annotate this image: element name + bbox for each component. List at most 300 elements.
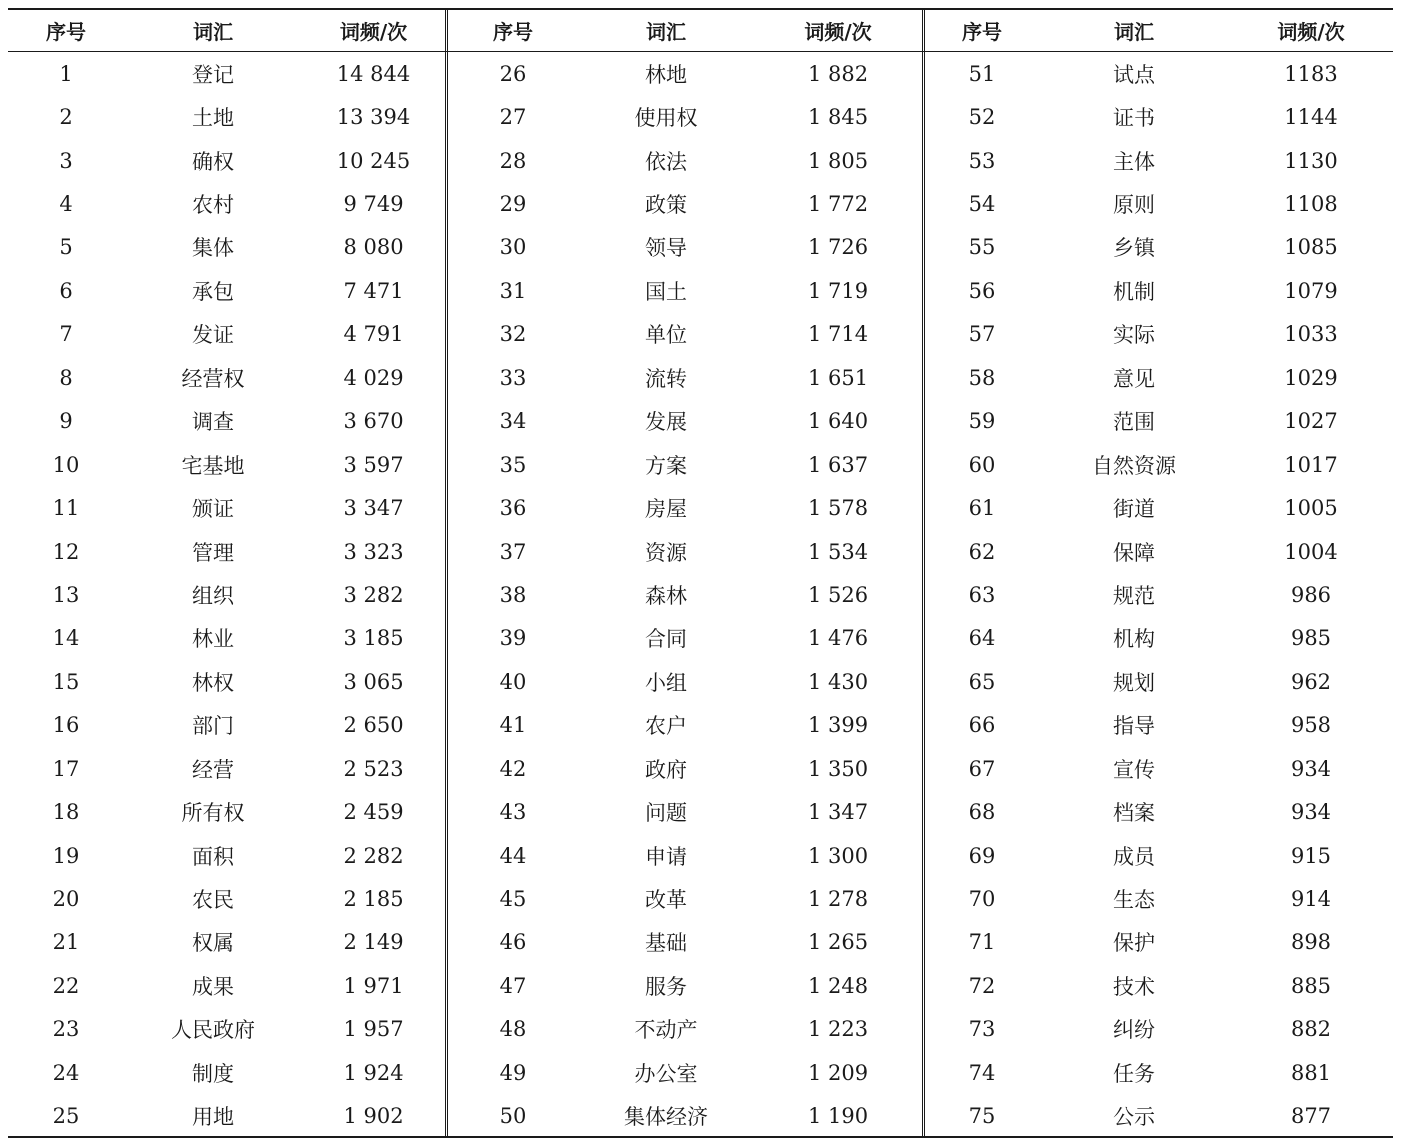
cell-freq: 1 637 <box>807 452 869 477</box>
cell-word: 方案 <box>645 453 687 478</box>
table-row <box>448 834 922 877</box>
cell-word: 用地 <box>192 1105 234 1130</box>
table-row <box>448 1008 922 1051</box>
header-word: 词汇 <box>646 20 686 44</box>
cell-freq: 14 844 <box>336 61 411 86</box>
cell-word: 集体 <box>192 236 234 261</box>
table-row <box>8 964 445 1007</box>
header-row <box>8 10 445 51</box>
table-row <box>448 660 922 703</box>
table-row <box>8 877 445 920</box>
cell-freq: 1 430 <box>807 669 869 694</box>
cell-no: 62 <box>968 539 996 564</box>
table-row <box>8 95 445 138</box>
cell-word: 小组 <box>645 670 687 695</box>
cell-word: 街道 <box>1113 497 1155 522</box>
cell-word: 证书 <box>1113 106 1155 131</box>
cell-freq: 2 459 <box>343 800 404 825</box>
table-row <box>925 400 1393 443</box>
cell-freq: 1 714 <box>807 322 869 347</box>
cell-freq: 1 248 <box>807 973 869 998</box>
table-row <box>448 790 922 833</box>
cell-word: 所有权 <box>181 801 245 826</box>
cell-word: 范围 <box>1113 410 1155 435</box>
cell-word: 使用权 <box>634 106 698 131</box>
cell-freq: 1 347 <box>807 800 869 825</box>
cell-word: 政策 <box>645 193 687 218</box>
table-row <box>448 921 922 964</box>
cell-word: 申请 <box>645 844 687 869</box>
table-row <box>448 530 922 573</box>
cell-freq: 3 282 <box>343 582 404 607</box>
cell-no: 3 <box>59 148 73 173</box>
table-row <box>448 617 922 660</box>
cell-no: 15 <box>52 669 80 694</box>
cell-word: 纠纷 <box>1113 1018 1155 1043</box>
cell-no: 56 <box>968 278 996 303</box>
table-row <box>8 313 445 356</box>
cell-word: 流转 <box>645 366 687 391</box>
cell-freq: 1 957 <box>343 1017 404 1042</box>
cell-word: 自然资源 <box>1092 453 1176 478</box>
table-row <box>8 52 445 95</box>
cell-word: 森林 <box>645 583 687 608</box>
table-row <box>8 139 445 182</box>
cell-word: 发证 <box>192 323 234 348</box>
header-no: 序号 <box>46 20 86 44</box>
cell-freq: 2 523 <box>343 756 404 781</box>
cell-freq: 1 640 <box>807 409 869 434</box>
cell-word: 乡镇 <box>1113 236 1155 261</box>
cell-freq: 7 471 <box>343 278 404 303</box>
cell-freq: 3 347 <box>343 496 404 521</box>
cell-word: 农户 <box>645 714 687 739</box>
header-row <box>925 10 1393 51</box>
cell-no: 69 <box>968 843 996 868</box>
cell-no: 16 <box>52 713 80 738</box>
cell-no: 5 <box>59 235 73 260</box>
table-row <box>8 1008 445 1051</box>
cell-freq: 2 282 <box>343 843 404 868</box>
cell-freq: 934 <box>1290 800 1332 825</box>
table-row <box>925 617 1393 660</box>
cell-freq: 915 <box>1290 843 1332 868</box>
table-row <box>448 443 922 486</box>
cell-no: 74 <box>968 1060 996 1085</box>
cell-freq: 4 791 <box>343 322 404 347</box>
cell-freq: 1027 <box>1284 409 1338 434</box>
cell-freq: 1005 <box>1284 496 1338 521</box>
table-row <box>925 95 1393 138</box>
cell-no: 58 <box>968 365 996 390</box>
table-body <box>925 52 1393 1138</box>
cell-word: 管理 <box>192 540 234 565</box>
table-row <box>925 269 1393 312</box>
cell-no: 19 <box>52 843 80 868</box>
table-row <box>448 877 922 920</box>
cell-freq: 1 223 <box>807 1017 869 1042</box>
cell-no: 28 <box>499 148 527 173</box>
header-word: 词汇 <box>1114 20 1154 44</box>
cell-word: 生态 <box>1113 888 1155 913</box>
cell-no: 60 <box>968 452 996 477</box>
cell-no: 31 <box>499 278 527 303</box>
cell-word: 成果 <box>192 974 234 999</box>
cell-freq: 1130 <box>1284 148 1338 173</box>
cell-freq: 9 749 <box>343 192 404 217</box>
cell-freq: 3 065 <box>343 669 404 694</box>
cell-word: 机制 <box>1113 279 1155 304</box>
cell-word: 成员 <box>1113 844 1155 869</box>
cell-freq: 13 394 <box>336 105 411 130</box>
cell-no: 33 <box>499 365 527 390</box>
table-body <box>448 52 922 1138</box>
table-row <box>8 356 445 399</box>
cell-no: 35 <box>499 452 527 477</box>
cell-word: 基础 <box>645 931 687 956</box>
table-row <box>8 660 445 703</box>
table-row <box>448 486 922 529</box>
cell-freq: 1 902 <box>343 1104 404 1129</box>
table-row <box>925 877 1393 920</box>
cell-freq: 1017 <box>1284 452 1338 477</box>
table-row <box>925 226 1393 269</box>
table-row <box>448 964 922 1007</box>
cell-no: 20 <box>52 887 80 912</box>
cell-word: 人民政府 <box>171 1018 255 1043</box>
header-freq: 词频/次 <box>1277 20 1345 44</box>
cell-freq: 934 <box>1290 756 1332 781</box>
cell-no: 38 <box>499 582 527 607</box>
table-row <box>448 269 922 312</box>
table-row <box>925 313 1393 356</box>
cell-freq: 1 719 <box>807 278 869 303</box>
cell-freq: 3 323 <box>343 539 404 564</box>
header-word: 词汇 <box>193 20 233 44</box>
cell-freq: 1085 <box>1284 235 1338 260</box>
table-row <box>925 182 1393 225</box>
cell-freq: 898 <box>1290 930 1332 955</box>
table-row <box>925 704 1393 747</box>
cell-freq: 10 245 <box>336 148 411 173</box>
cell-freq: 2 185 <box>343 887 404 912</box>
cell-word: 集体经济 <box>624 1105 708 1130</box>
cell-word: 权属 <box>192 931 234 956</box>
cell-freq: 1 971 <box>343 973 404 998</box>
cell-no: 2 <box>59 105 73 130</box>
cell-no: 51 <box>968 61 996 86</box>
cell-freq: 985 <box>1290 626 1332 651</box>
table-row <box>925 52 1393 95</box>
cell-freq: 1 578 <box>807 496 869 521</box>
cell-no: 52 <box>968 105 996 130</box>
cell-freq: 1 209 <box>807 1060 869 1085</box>
cell-word: 调查 <box>192 410 234 435</box>
table-row <box>8 182 445 225</box>
cell-no: 18 <box>52 800 80 825</box>
cell-word: 面积 <box>192 844 234 869</box>
cell-no: 24 <box>52 1060 80 1085</box>
table-row <box>925 747 1393 790</box>
cell-word: 确权 <box>192 149 234 174</box>
cell-word: 农村 <box>192 193 234 218</box>
cell-no: 63 <box>968 582 996 607</box>
cell-freq: 1108 <box>1284 192 1338 217</box>
cell-no: 36 <box>499 496 527 521</box>
cell-no: 8 <box>59 365 73 390</box>
cell-word: 单位 <box>645 323 687 348</box>
cell-no: 73 <box>968 1017 996 1042</box>
cell-freq: 2 149 <box>343 930 404 955</box>
cell-word: 经营 <box>192 757 234 782</box>
table-row <box>448 747 922 790</box>
cell-no: 61 <box>968 496 996 521</box>
table-row <box>8 834 445 877</box>
cell-no: 49 <box>499 1060 527 1085</box>
cell-no: 55 <box>968 235 996 260</box>
table-row <box>925 573 1393 616</box>
cell-word: 改革 <box>645 888 687 913</box>
header-freq: 词频/次 <box>339 20 408 44</box>
cell-no: 66 <box>968 713 996 738</box>
table-row <box>925 964 1393 1007</box>
table-row <box>8 1095 445 1138</box>
table-row <box>8 790 445 833</box>
table-row <box>925 486 1393 529</box>
cell-word: 颁证 <box>192 497 234 522</box>
cell-freq: 1 278 <box>807 887 869 912</box>
table-row <box>925 356 1393 399</box>
cell-word: 保障 <box>1113 540 1155 565</box>
cell-no: 72 <box>968 973 996 998</box>
cell-no: 21 <box>52 930 80 955</box>
table-row <box>925 790 1393 833</box>
cell-word: 依法 <box>645 149 687 174</box>
cell-no: 1 <box>59 61 73 86</box>
cell-no: 26 <box>499 61 527 86</box>
cell-no: 43 <box>499 800 527 825</box>
table-row <box>448 704 922 747</box>
cell-word: 办公室 <box>634 1061 698 1086</box>
table-row <box>925 921 1393 964</box>
cell-freq: 1 726 <box>807 235 869 260</box>
cell-no: 71 <box>968 930 996 955</box>
cell-no: 40 <box>499 669 527 694</box>
cell-no: 54 <box>968 192 996 217</box>
cell-freq: 3 597 <box>343 452 404 477</box>
cell-freq: 1029 <box>1284 365 1338 390</box>
table-row <box>8 486 445 529</box>
table-row <box>448 400 922 443</box>
cell-no: 13 <box>52 582 80 607</box>
cell-word: 试点 <box>1113 62 1155 87</box>
cell-no: 6 <box>59 278 73 303</box>
cell-word: 组织 <box>192 583 234 608</box>
header-no: 序号 <box>962 20 1002 44</box>
cell-no: 23 <box>52 1017 80 1042</box>
cell-word: 农民 <box>192 888 234 913</box>
cell-no: 11 <box>52 496 80 521</box>
cell-no: 59 <box>968 409 996 434</box>
cell-freq: 1 526 <box>807 582 869 607</box>
table-row <box>925 139 1393 182</box>
cell-no: 7 <box>59 322 73 347</box>
cell-word: 任务 <box>1113 1061 1155 1086</box>
cell-word: 林地 <box>645 62 687 87</box>
table-row <box>925 1095 1393 1138</box>
table-row <box>925 1008 1393 1051</box>
cell-word: 宣传 <box>1113 757 1155 782</box>
cell-freq: 1 924 <box>343 1060 404 1085</box>
cell-word: 林权 <box>192 670 234 695</box>
cell-freq: 1079 <box>1284 278 1338 303</box>
cell-word: 领导 <box>645 236 687 261</box>
cell-word: 房屋 <box>645 497 687 522</box>
table-body <box>8 52 445 1138</box>
cell-word: 部门 <box>192 714 234 739</box>
cell-word: 规划 <box>1113 670 1155 695</box>
cell-word: 国土 <box>645 279 687 304</box>
table-row <box>448 573 922 616</box>
table-row <box>8 704 445 747</box>
cell-freq: 3 185 <box>343 626 404 651</box>
cell-freq: 962 <box>1290 669 1332 694</box>
cell-no: 25 <box>52 1104 80 1129</box>
cell-no: 46 <box>499 930 527 955</box>
cell-freq: 881 <box>1290 1060 1332 1085</box>
table-row <box>448 52 922 95</box>
cell-freq: 958 <box>1290 713 1332 738</box>
cell-no: 41 <box>499 713 527 738</box>
cell-word: 规范 <box>1113 583 1155 608</box>
cell-no: 68 <box>968 800 996 825</box>
cell-no: 32 <box>499 322 527 347</box>
cell-freq: 877 <box>1290 1104 1332 1129</box>
table-row <box>448 182 922 225</box>
cell-no: 4 <box>59 192 73 217</box>
cell-no: 70 <box>968 887 996 912</box>
cell-freq: 1 476 <box>807 626 869 651</box>
cell-freq: 2 650 <box>343 713 404 738</box>
cell-freq: 1 805 <box>807 148 869 173</box>
cell-freq: 1004 <box>1284 539 1338 564</box>
cell-word: 宅基地 <box>181 453 245 478</box>
cell-no: 17 <box>52 756 80 781</box>
cell-word: 主体 <box>1113 149 1155 174</box>
cell-no: 48 <box>499 1017 527 1042</box>
cell-word: 服务 <box>645 974 687 999</box>
cell-word: 土地 <box>192 106 234 131</box>
table-row <box>8 400 445 443</box>
cell-no: 34 <box>499 409 527 434</box>
word-frequency-table <box>8 8 1393 1138</box>
cell-no: 50 <box>499 1104 527 1129</box>
cell-freq: 4 029 <box>343 365 404 390</box>
cell-freq: 1 882 <box>807 61 869 86</box>
cell-freq: 882 <box>1290 1017 1332 1042</box>
cell-freq: 3 670 <box>343 409 404 434</box>
cell-no: 30 <box>499 235 527 260</box>
cell-word: 资源 <box>645 540 687 565</box>
table-row <box>448 313 922 356</box>
cell-word: 实际 <box>1113 323 1155 348</box>
cell-no: 57 <box>968 322 996 347</box>
cell-freq: 1 534 <box>807 539 869 564</box>
cell-word: 档案 <box>1113 801 1155 826</box>
table-row <box>8 617 445 660</box>
cell-no: 10 <box>52 452 80 477</box>
table-row <box>8 573 445 616</box>
table-row <box>448 1051 922 1094</box>
cell-freq: 8 080 <box>343 235 404 260</box>
cell-word: 经营权 <box>181 366 245 391</box>
cell-no: 44 <box>499 843 527 868</box>
cell-word: 发展 <box>645 410 687 435</box>
cell-freq: 1033 <box>1284 322 1338 347</box>
cell-no: 9 <box>59 409 73 434</box>
cell-no: 12 <box>52 539 80 564</box>
cell-word: 不动产 <box>634 1018 698 1043</box>
table-row <box>8 747 445 790</box>
cell-word: 合同 <box>645 627 687 652</box>
cell-word: 保护 <box>1113 931 1155 956</box>
table-row <box>448 139 922 182</box>
cell-freq: 885 <box>1290 973 1332 998</box>
cell-freq: 986 <box>1290 582 1332 607</box>
table-block <box>8 8 445 1138</box>
cell-freq: 1 350 <box>807 756 869 781</box>
cell-word: 政府 <box>645 757 687 782</box>
table-row <box>448 356 922 399</box>
cell-no: 53 <box>968 148 996 173</box>
cell-no: 65 <box>968 669 996 694</box>
cell-no: 64 <box>968 626 996 651</box>
table-row <box>8 921 445 964</box>
table-block <box>448 8 922 1138</box>
cell-no: 42 <box>499 756 527 781</box>
cell-freq: 1144 <box>1284 105 1338 130</box>
cell-freq: 1 190 <box>807 1104 869 1129</box>
cell-no: 22 <box>52 973 80 998</box>
cell-no: 27 <box>499 105 527 130</box>
table-row <box>448 226 922 269</box>
cell-no: 45 <box>499 887 527 912</box>
cell-word: 机构 <box>1113 627 1155 652</box>
table-row <box>8 443 445 486</box>
cell-no: 67 <box>968 756 996 781</box>
header-row <box>448 10 922 51</box>
cell-word: 指导 <box>1113 714 1155 739</box>
cell-no: 75 <box>968 1104 996 1129</box>
cell-word: 技术 <box>1113 974 1155 999</box>
cell-no: 37 <box>499 539 527 564</box>
table-row <box>8 226 445 269</box>
cell-freq: 1 651 <box>807 365 869 390</box>
table-row <box>925 834 1393 877</box>
cell-word: 原则 <box>1113 193 1155 218</box>
header-no: 序号 <box>493 20 533 44</box>
cell-freq: 1 845 <box>807 105 869 130</box>
cell-no: 14 <box>52 626 80 651</box>
table-row <box>8 530 445 573</box>
cell-word: 公示 <box>1113 1105 1155 1130</box>
cell-freq: 1 265 <box>807 930 869 955</box>
table-block <box>925 8 1393 1138</box>
cell-freq: 1 300 <box>807 843 869 868</box>
header-freq: 词频/次 <box>804 20 872 44</box>
cell-freq: 1 399 <box>807 713 869 738</box>
table-row <box>8 269 445 312</box>
